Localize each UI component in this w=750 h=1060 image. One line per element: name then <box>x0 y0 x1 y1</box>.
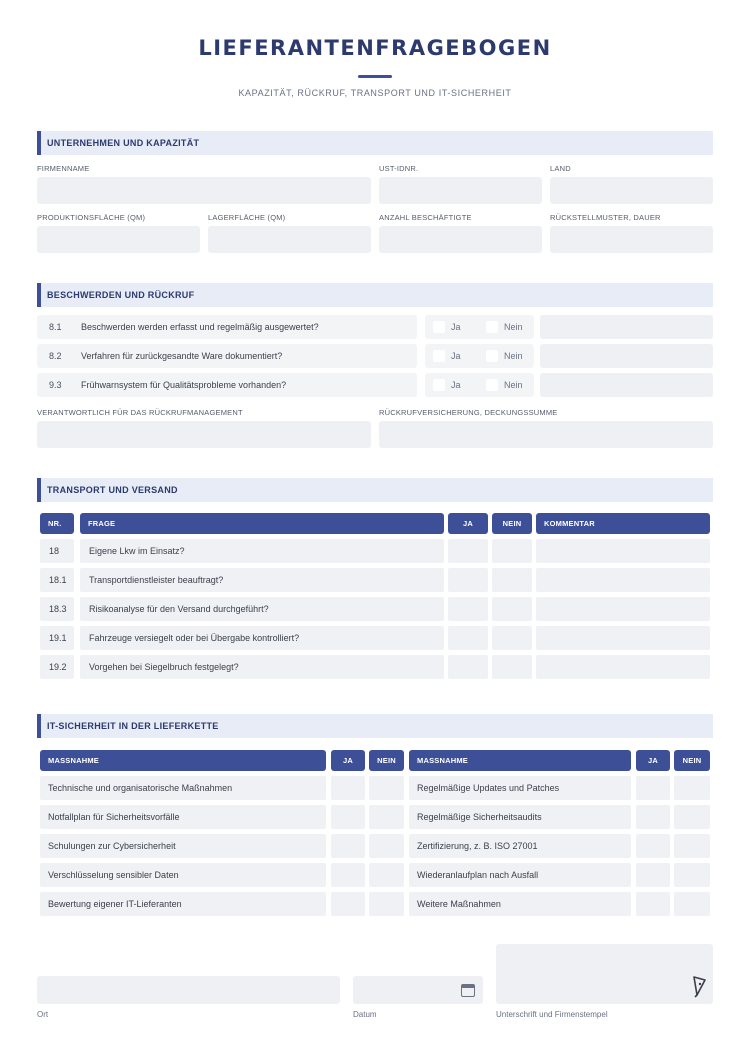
section-header-it-security <box>37 714 713 738</box>
beschaeftigte-field[interactable] <box>379 226 542 253</box>
option-label: Ja <box>451 351 461 361</box>
col-header-massnahme-left: MASSNAHME <box>40 750 326 771</box>
it-ja-cell[interactable] <box>331 805 365 829</box>
it-ja-cell[interactable] <box>331 863 365 887</box>
table-row-question: Eigene Lkw im Einsatz? <box>89 546 185 556</box>
it-measure-right: Regelmäßige Updates und Patches <box>417 783 560 793</box>
it-nein-cell[interactable] <box>674 863 710 887</box>
option-label: Nein <box>504 351 523 361</box>
option-nein[interactable] <box>478 344 534 368</box>
checkbox[interactable] <box>486 379 498 391</box>
option-nein[interactable] <box>478 315 534 339</box>
table-row-ja-cell[interactable] <box>448 597 488 621</box>
comment-field[interactable] <box>540 373 713 397</box>
it-ja-cell[interactable] <box>331 892 365 916</box>
table-row-nein-cell[interactable] <box>492 655 532 679</box>
it-measure-right: Zertifizierung, z. B. ISO 27001 <box>417 841 538 851</box>
section-title: UNTERNEHMEN UND KAPAZITÄT <box>47 138 200 148</box>
table-row-question: Fahrzeuge versiegelt oder bei Übergabe kontrolliert? <box>89 633 300 643</box>
question-text: Beschwerden werden erfasst und regelmäßig ausgewertet? <box>81 322 319 332</box>
col-header-kommentar: KOMMENTAR <box>536 513 710 534</box>
col-header-nein-right: NEIN <box>674 750 710 771</box>
produktionsflaeche-field[interactable] <box>37 226 200 253</box>
rueckstellmuster-field[interactable] <box>550 226 713 253</box>
label-produktionsflaeche: PRODUKTIONSFLÄCHE (QM) <box>37 213 146 222</box>
ort-label: Ort <box>37 1010 49 1019</box>
it-measure-left: Schulungen zur Cybersicherheit <box>48 841 176 851</box>
col-header-nr: NR. <box>40 513 74 534</box>
signature-label: Unterschrift und Firmenstempel <box>496 1010 608 1019</box>
checkbox[interactable] <box>486 350 498 362</box>
document-title: LIEFERANTENFRAGEBOGEN <box>198 36 552 60</box>
section-header-recall <box>37 283 713 307</box>
it-ja-cell[interactable] <box>636 776 670 800</box>
firmenname-field[interactable] <box>37 177 371 204</box>
question-number: 8.1 <box>49 322 62 332</box>
it-ja-cell[interactable] <box>331 776 365 800</box>
it-ja-cell[interactable] <box>636 834 670 858</box>
table-row-question: Risikoanalyse für den Versand durchgeführt? <box>89 604 269 614</box>
label-beschaeftigte: ANZAHL BESCHÄFTIGTE <box>379 213 472 222</box>
table-row-ja-cell[interactable] <box>448 655 488 679</box>
datum-label: Datum <box>353 1010 377 1019</box>
label-verantwortlich: VERANTWORTLICH FÜR DAS RÜCKRUFMANAGEMENT <box>37 408 243 417</box>
section-title: IT-SICHERHEIT IN DER LIEFERKETTE <box>47 721 219 731</box>
it-ja-cell[interactable] <box>331 834 365 858</box>
checkbox[interactable] <box>433 379 445 391</box>
it-nein-cell[interactable] <box>369 863 404 887</box>
option-label: Ja <box>451 322 461 332</box>
option-label: Nein <box>504 322 523 332</box>
table-row-nr: 19.2 <box>49 662 67 672</box>
table-row-nein-cell[interactable] <box>492 597 532 621</box>
option-ja[interactable] <box>425 373 481 397</box>
label-lagerflaeche: LAGERFLÄCHE (QM) <box>208 213 286 222</box>
section-header-transport <box>37 478 713 502</box>
table-row-ja-cell[interactable] <box>448 568 488 592</box>
label-ustid: UST-IDNR. <box>379 164 419 173</box>
option-ja[interactable] <box>425 315 481 339</box>
option-label: Ja <box>451 380 461 390</box>
table-row-question: Vorgehen bei Siegelbruch festgelegt? <box>89 662 239 672</box>
question-number: 8.2 <box>49 351 62 361</box>
col-header-ja-right: JA <box>636 750 670 771</box>
section-title: TRANSPORT UND VERSAND <box>47 485 178 495</box>
checkbox[interactable] <box>433 350 445 362</box>
it-measure-right: Regelmäßige Sicherheitsaudits <box>417 812 542 822</box>
table-row-kommentar-cell[interactable] <box>536 539 710 563</box>
table-row-nr: 18 <box>49 546 60 556</box>
section-title: BESCHWERDEN UND RÜCKRUF <box>47 290 195 300</box>
label-versicherung: RÜCKRUFVERSICHERUNG, DECKUNGSSUMME <box>379 408 558 417</box>
option-nein[interactable] <box>478 373 534 397</box>
table-row-nr: 19.1 <box>49 633 67 643</box>
table-row-ja-cell[interactable] <box>448 626 488 650</box>
col-header-frage: FRAGE <box>80 513 444 534</box>
col-header-ja: JA <box>448 513 488 534</box>
col-header-ja-left: JA <box>331 750 365 771</box>
document-subtitle: KAPAZITÄT, RÜCKRUF, TRANSPORT UND IT-SICHERHEIT <box>238 88 512 98</box>
it-nein-cell[interactable] <box>674 892 710 916</box>
label-rueckstellmuster: RÜCKSTELLMUSTER, DAUER <box>550 213 661 222</box>
question-text: Frühwarnsystem für Qualitätsprobleme vorhanden? <box>81 380 287 390</box>
ort-field[interactable] <box>37 976 340 1004</box>
it-nein-cell[interactable] <box>674 776 710 800</box>
table-row-question: Transportdienstleister beauftragt? <box>89 575 224 585</box>
table-row-nr: 18.3 <box>49 604 67 614</box>
table-row-kommentar-cell[interactable] <box>536 655 710 679</box>
comment-field[interactable] <box>540 315 713 339</box>
it-measure-left: Verschlüsselung sensibler Daten <box>48 870 179 880</box>
question-number: 9.3 <box>49 380 62 390</box>
checkbox[interactable] <box>433 321 445 333</box>
ustid-field[interactable] <box>379 177 542 204</box>
it-nein-cell[interactable] <box>369 834 404 858</box>
table-row-nein-cell[interactable] <box>492 539 532 563</box>
col-header-nein: NEIN <box>492 513 532 534</box>
it-ja-cell[interactable] <box>636 892 670 916</box>
it-measure-right: Wiederanlaufplan nach Ausfall <box>417 870 539 880</box>
lagerflaeche-field[interactable] <box>208 226 371 253</box>
land-field[interactable] <box>550 177 713 204</box>
pen-icon <box>691 976 707 998</box>
table-row-kommentar-cell[interactable] <box>536 568 710 592</box>
signature-field[interactable] <box>496 944 713 1004</box>
it-nein-cell[interactable] <box>369 776 404 800</box>
it-measure-left: Bewertung eigener IT-Lieferanten <box>48 899 182 909</box>
datum-field[interactable] <box>353 976 483 1004</box>
question-text: Verfahren für zurückgesandte Ware dokumentiert? <box>81 351 283 361</box>
it-measure-left: Technische und organisatorische Maßnahmen <box>48 783 233 793</box>
it-nein-cell[interactable] <box>369 805 404 829</box>
table-row-kommentar-cell[interactable] <box>536 597 710 621</box>
table-row-nein-cell[interactable] <box>492 568 532 592</box>
it-nein-cell[interactable] <box>674 834 710 858</box>
calendar-icon[interactable] <box>461 984 475 997</box>
table-row-nr: 18.1 <box>49 575 67 585</box>
it-measure-left: Notfallplan für Sicherheitsvorfälle <box>48 812 180 822</box>
it-nein-cell[interactable] <box>369 892 404 916</box>
option-label: Nein <box>504 380 523 390</box>
it-ja-cell[interactable] <box>636 805 670 829</box>
checkbox[interactable] <box>486 321 498 333</box>
section-header-company <box>37 131 713 155</box>
it-measure-right: Weitere Maßnahmen <box>417 899 501 909</box>
col-header-nein-left: NEIN <box>369 750 404 771</box>
table-row-kommentar-cell[interactable] <box>536 626 710 650</box>
it-ja-cell[interactable] <box>636 863 670 887</box>
it-nein-cell[interactable] <box>674 805 710 829</box>
versicherung-field[interactable] <box>379 421 713 448</box>
verantwortlich-field[interactable] <box>37 421 371 448</box>
col-header-massnahme-right: MASSNAHME <box>409 750 631 771</box>
comment-field[interactable] <box>540 344 713 368</box>
table-row-nein-cell[interactable] <box>492 626 532 650</box>
table-row-ja-cell[interactable] <box>448 539 488 563</box>
option-ja[interactable] <box>425 344 481 368</box>
title-divider <box>358 75 392 78</box>
label-firmenname: FIRMENNAME <box>37 164 90 173</box>
label-land: LAND <box>550 164 571 173</box>
